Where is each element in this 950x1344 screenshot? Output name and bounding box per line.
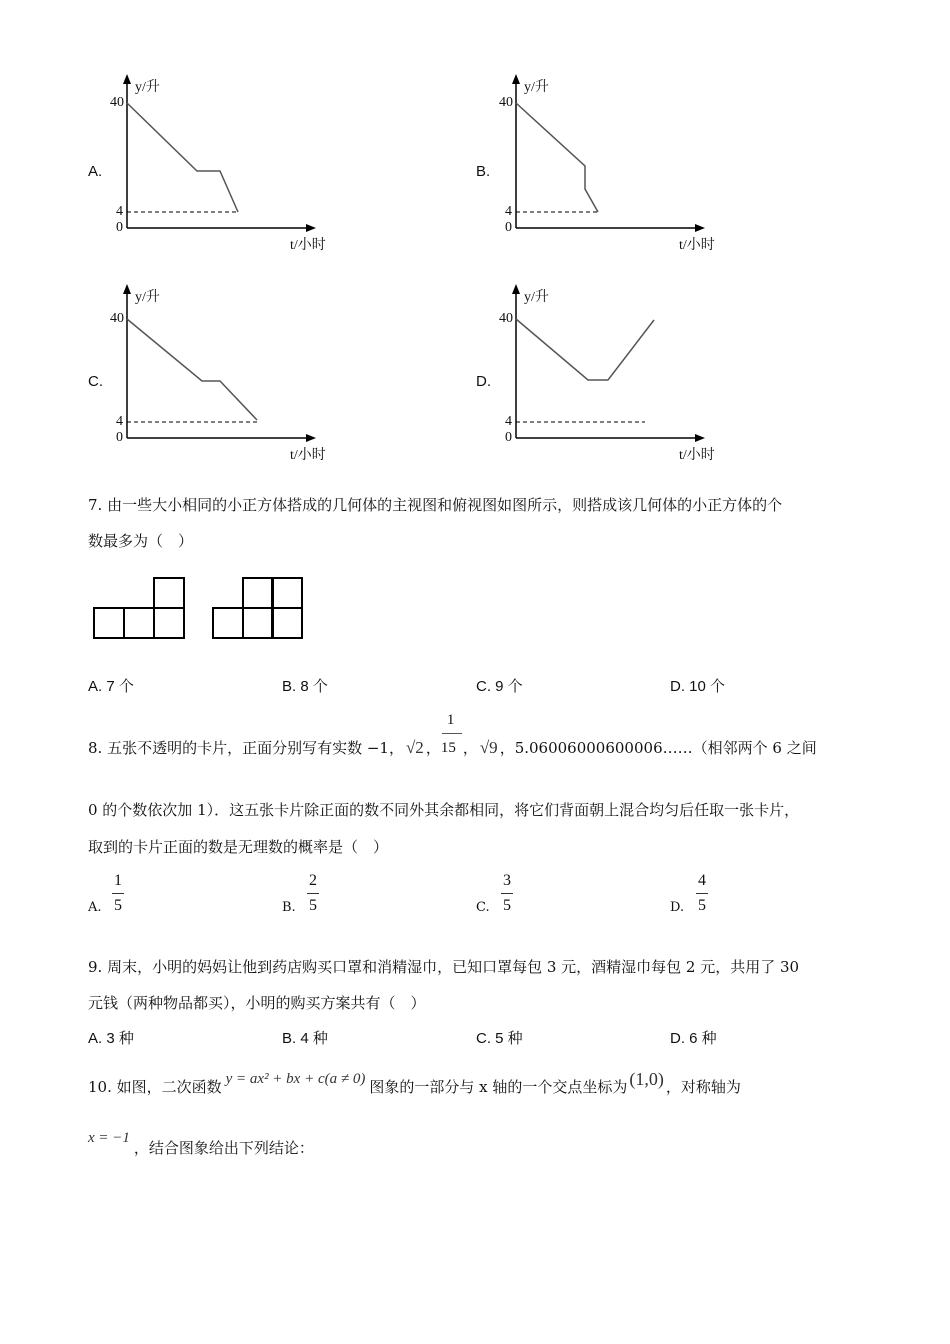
denominator: 5 [698,897,706,914]
q8-option-a-fraction[interactable] [112,872,124,915]
origin: 0 [116,430,123,445]
q8-option-d-label[interactable]: D. [670,900,685,915]
symmetry-axis: x = −1 [88,1130,130,1146]
q7-text-line1: 7. 由一些大小相同的小正方体搭成的几何体的主视图和俯视图如图所示，则搭成该几何体的小正方体的个 [88,496,783,514]
y-axis-label: y/升 [135,80,160,95]
y-axis-label: y/升 [524,290,549,305]
graph-c-svg [110,280,350,470]
q9-option-b[interactable]: B. 4 种 [282,1030,328,1047]
origin: 0 [505,430,512,445]
intersection-point: (1,0) [629,1069,664,1089]
comma: ， [462,739,478,757]
q10-prefix: 10. 如图，二次函数 [88,1078,222,1096]
q8-option-a-label[interactable]: A. [88,900,102,915]
fraction-numerator: 1 [446,712,455,728]
quadratic-formula: y = ax² + bx + c(a ≠ 0) [225,1071,366,1087]
q8-option-d-fraction[interactable] [696,872,708,915]
t-axis-label: t/小时 [679,238,715,253]
q9-option-a[interactable]: A. 3 种 [88,1030,134,1047]
q7-option-b[interactable]: B. 8 个 [282,678,328,695]
q10-text-line2 [88,1130,314,1158]
tick-40: 40 [110,95,124,110]
graph-option-d [499,280,739,470]
q9-option-d[interactable]: D. 6 种 [670,1030,717,1047]
option-d-label: D. [476,373,491,390]
fraction-denominator: 15 [440,740,456,756]
y-axis-label: y/升 [135,290,160,305]
denominator: 5 [114,897,122,914]
origin: 0 [505,220,512,235]
q9-text-line1: 9. 周末，小明的妈妈让他到药店购买口罩和消精湿巾，已知口罩每包 3 元，酒精湿巾每包 2 元，共用了 30 [88,958,800,976]
tick-4: 4 [116,204,123,219]
tick-4: 4 [116,414,123,429]
q10-suffix: ，对称轴为 [665,1078,741,1096]
tick-40: 40 [499,311,513,326]
comma: ， [425,739,441,757]
t-axis-label: t/小时 [290,238,326,253]
t-axis-label: t/小时 [290,448,326,463]
origin: 0 [116,220,123,235]
tick-4: 4 [505,204,512,219]
denominator: 5 [309,897,317,914]
sqrt9: √9 [479,738,498,757]
q7-option-d[interactable]: D. 10 个 [670,678,726,695]
q9-text-line2: 元钱（两种物品都买），小明的购买方案共有（ ） [88,994,426,1012]
option-a-label: A. [88,163,103,180]
option-b-label: B. [476,163,491,180]
q10-text-line1 [88,1069,741,1097]
numerator: 1 [114,872,122,889]
fraction-1-15 [440,712,463,758]
graph-a-svg [110,70,350,260]
tick-40: 40 [110,311,124,326]
sqrt2: √2 [405,738,424,757]
graph-d-svg [499,280,739,470]
q9-option-c[interactable]: C. 5 种 [476,1030,523,1047]
q8-option-c-fraction[interactable] [501,872,513,915]
graph-option-a [110,70,350,260]
y-axis-label: y/升 [524,80,549,95]
q8-option-b-label[interactable]: B. [282,900,296,915]
q8-text-line2: 0 的个数依次加 1）．这五张卡片除正面的数不同外其余都相同，将它们背面朝上混合均匀后任取一张卡片， [88,801,800,819]
denominator: 5 [503,897,511,914]
q10-line2-text: ，结合图象给出下列结论： [133,1139,314,1157]
q8-option-c-label[interactable]: C. [476,900,490,915]
tick-4: 4 [505,414,512,429]
q7-text-line2: 数最多为（ ） [88,532,194,550]
graph-option-c [110,280,350,470]
q8-text-line1 [88,712,817,758]
tick-40: 40 [499,95,513,110]
graph-b-svg [499,70,739,260]
q7-option-c[interactable]: C. 9 个 [476,678,523,695]
q10-middle: 图象的一部分与 x 轴的一个交点坐标为 [369,1078,628,1096]
graph-option-b [499,70,739,260]
numerator: 2 [309,872,317,889]
t-axis-label: t/小时 [679,448,715,463]
q8-option-b-fraction[interactable] [307,872,319,915]
q7-option-a[interactable]: A. 7 个 [88,678,134,695]
q8-text-line3: 取到的卡片正面的数是无理数的概率是（ ） [88,838,389,856]
q8-line1-start: 8. 五张不透明的卡片，正面分别写有实数 −1， [88,739,404,757]
option-c-label: C. [88,373,103,390]
q8-line1-end: ，5.06006000600006……（相邻两个 6 之间 [499,739,817,757]
numerator: 3 [503,872,511,889]
numerator: 4 [698,872,706,889]
